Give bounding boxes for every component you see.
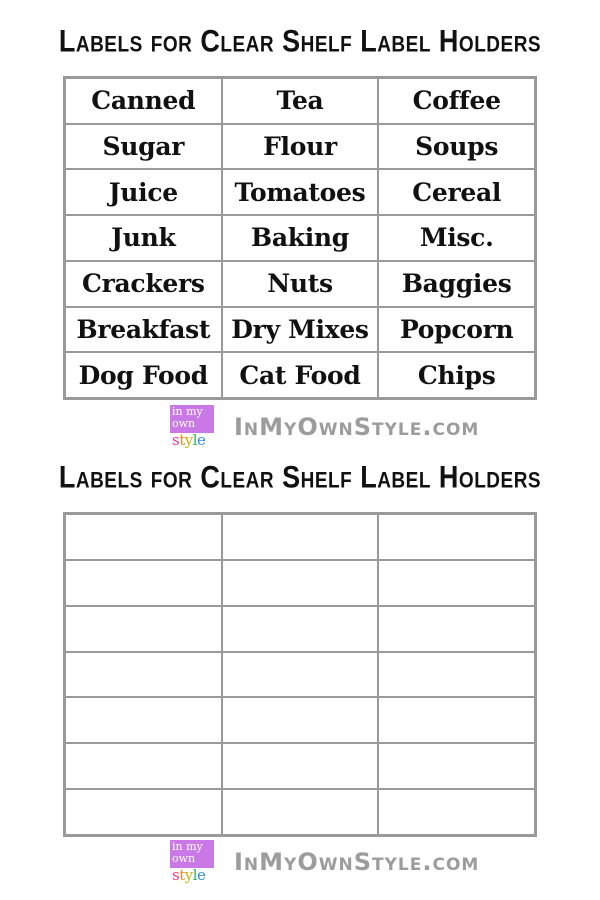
blank-label-cell <box>64 605 223 653</box>
label-cell: Dry Mixes <box>221 306 380 354</box>
blank-label-cell <box>221 605 380 653</box>
logo-line-1: in my <box>172 405 203 418</box>
label-cell: Popcorn <box>377 306 536 354</box>
blank-label-cell <box>221 788 380 836</box>
label-cell: Tea <box>221 77 380 125</box>
label-cell: Juice <box>64 168 223 216</box>
label-cell: Baggies <box>377 260 536 308</box>
logo-line-1: in my <box>172 840 203 853</box>
logo-line-2: own <box>172 852 196 865</box>
label-cell: Crackers <box>64 260 223 308</box>
blank-label-cell <box>377 788 536 836</box>
label-cell: Sugar <box>64 123 223 171</box>
blank-label-cell <box>221 559 380 607</box>
blank-label-cell <box>377 513 536 561</box>
blank-label-cell <box>377 605 536 653</box>
label-cell: Tomatoes <box>221 168 380 216</box>
blank-label-cell <box>64 559 223 607</box>
in-my-own-style-logo <box>170 405 214 449</box>
logo-line-3: style <box>172 866 206 884</box>
blank-label-cell <box>64 742 223 790</box>
labels-grid <box>63 76 537 400</box>
blank-label-cell <box>221 696 380 744</box>
page-title: Labels for Clear Shelf Label Holders <box>58 23 542 59</box>
blank-label-cell <box>64 513 223 561</box>
logo-line-3: style <box>172 431 206 449</box>
label-cell: Breakfast <box>64 306 223 354</box>
blank-label-cell <box>377 742 536 790</box>
label-cell: Coffee <box>377 77 536 125</box>
label-cell: Nuts <box>221 260 380 308</box>
label-cell: Junk <box>64 214 223 262</box>
blank-label-cell <box>377 651 536 699</box>
label-cell: Canned <box>64 77 223 125</box>
blank-label-cell <box>221 742 380 790</box>
blank-label-cell <box>64 788 223 836</box>
label-cell: Baking <box>221 214 380 262</box>
blank-label-cell <box>377 559 536 607</box>
label-cell: Misc. <box>377 214 536 262</box>
blank-label-cell <box>221 513 380 561</box>
label-cell: Flour <box>221 123 380 171</box>
site-footer <box>0 840 600 884</box>
label-cell: Cereal <box>377 168 536 216</box>
logo-line-2: own <box>172 417 196 430</box>
label-cell: Dog Food <box>64 351 223 399</box>
blank-label-cell <box>377 696 536 744</box>
blank-labels-grid <box>63 512 537 837</box>
label-cell: Cat Food <box>221 351 380 399</box>
label-cell: Soups <box>377 123 536 171</box>
site-url: InMyOwnStyle.com <box>234 848 480 876</box>
blank-label-cell <box>64 651 223 699</box>
in-my-own-style-logo <box>170 840 214 884</box>
page-title-blank: Labels for Clear Shelf Label Holders <box>58 459 542 495</box>
label-cell: Chips <box>377 351 536 399</box>
site-url: InMyOwnStyle.com <box>234 413 480 441</box>
blank-label-cell <box>64 696 223 744</box>
blank-label-cell <box>221 651 380 699</box>
site-footer <box>0 405 600 449</box>
